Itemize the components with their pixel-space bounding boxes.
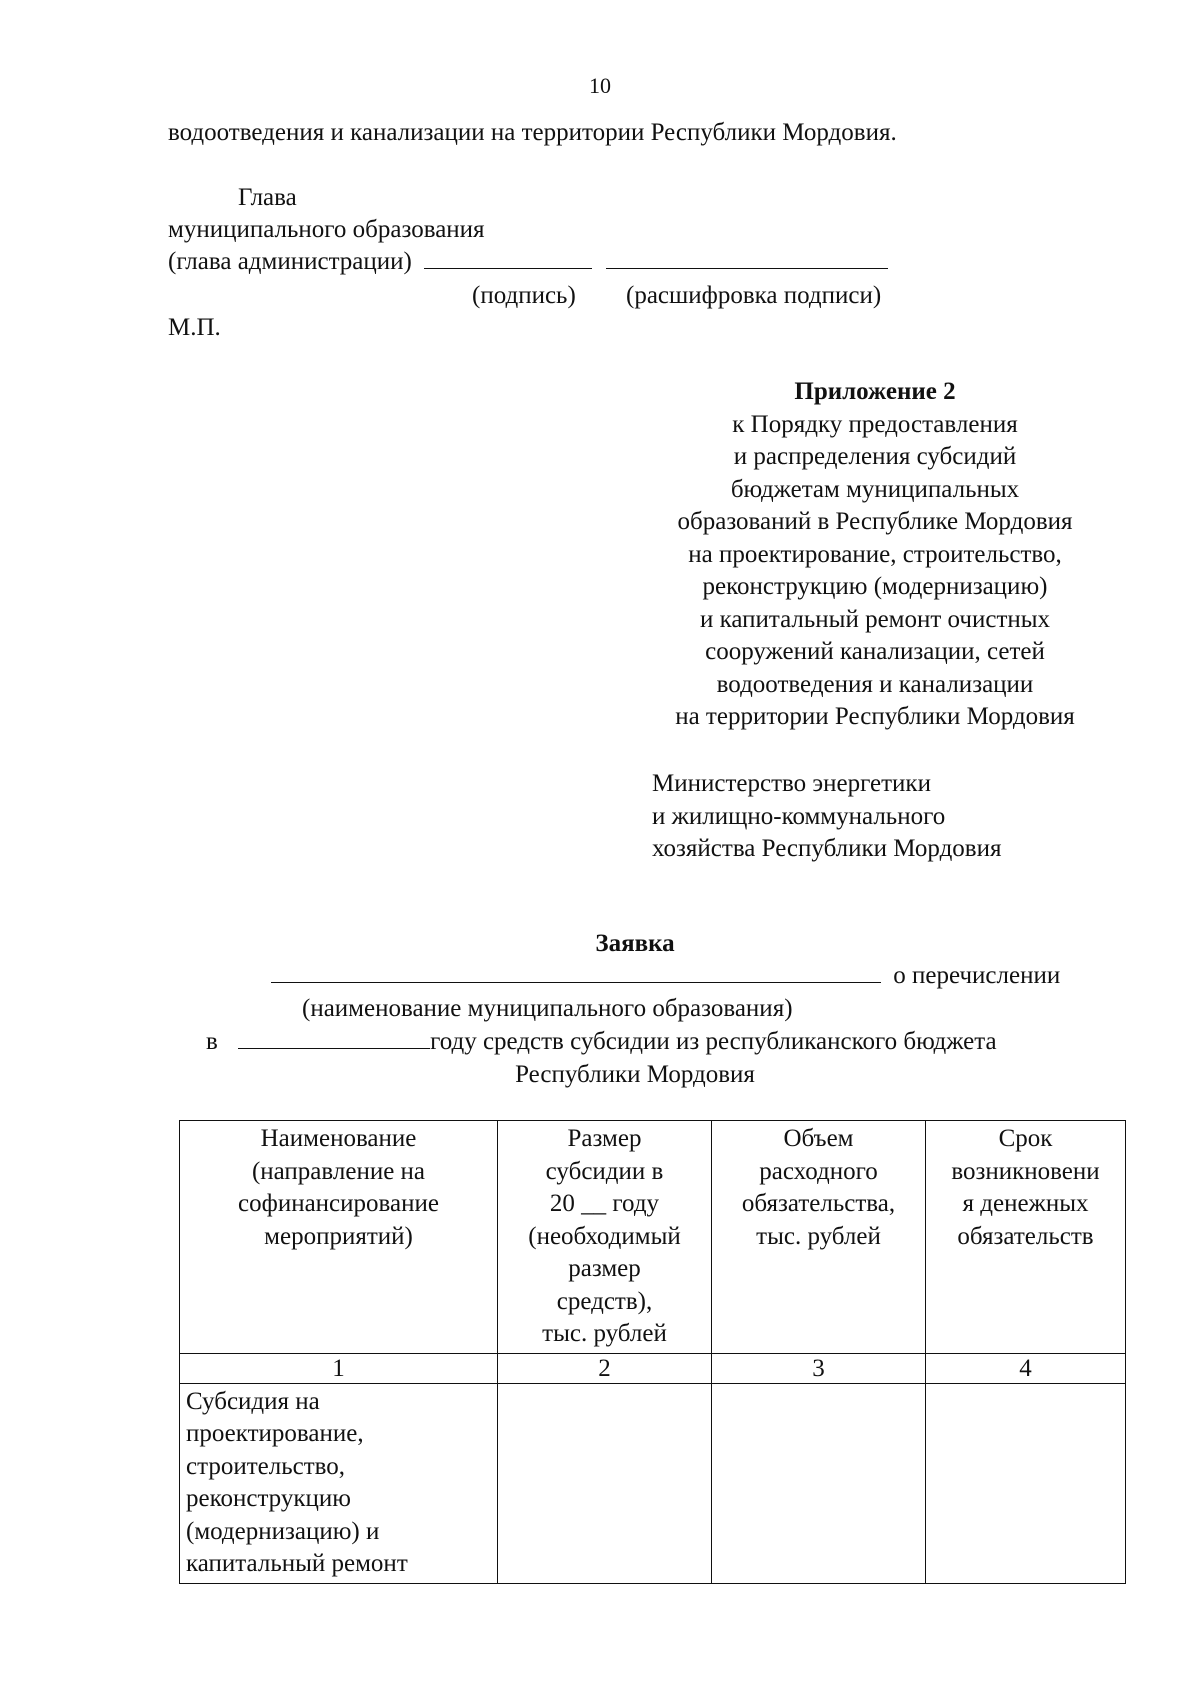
header-line: софинансирование [238, 1190, 439, 1217]
subsidy-table [179, 1120, 1126, 1584]
appendix-line: на проектирование, строительство, [688, 540, 1062, 568]
addressee-line: Министерство энергетики [652, 770, 931, 797]
table-row [180, 1383, 1126, 1583]
column-number: 3 [712, 1353, 926, 1383]
page-number: 10 [589, 73, 611, 98]
header-line: возникновени [951, 1157, 1100, 1185]
municipality-name-blank [271, 960, 881, 983]
table-header-cell [712, 1121, 926, 1354]
header-line: обязательств [957, 1222, 1094, 1250]
cell-line: проектирование, [186, 1420, 364, 1447]
appendix-line: реконструкцию (модернизацию) [702, 573, 1048, 600]
header-line: Срок [998, 1125, 1053, 1152]
cell-line: капитальный ремонт [186, 1550, 408, 1577]
header-line: обязательства, [741, 1190, 896, 1217]
intro-line: водоотведения и канализации на территории Республики Мордовия. [168, 119, 897, 146]
appendix-line: и распределения субсидий [733, 443, 1017, 470]
header-line: Размер [567, 1125, 642, 1152]
stamp-mark: М.П. [168, 314, 221, 341]
signature-org: муниципального образования [168, 216, 485, 243]
municipality-name-caption: (наименование муниципального образования) [302, 995, 793, 1022]
application-line-3 [206, 1026, 997, 1058]
header-line: средств), [556, 1287, 653, 1315]
cell-line: реконструкцию [186, 1485, 351, 1512]
table-column-number-row [180, 1353, 1126, 1383]
table-cell-subsidy-amount [498, 1383, 712, 1583]
appendix-line: образований в Республике Мордовия [677, 508, 1073, 535]
column-number: 1 [180, 1353, 498, 1383]
year-blank [238, 1026, 430, 1049]
column-number: 2 [498, 1353, 712, 1383]
cell-line: (модернизацию) и [186, 1517, 380, 1545]
header-line: размер [568, 1255, 641, 1282]
appendix-line: на территории Республики Мордовия [675, 703, 1075, 730]
signature-caption: (подпись) [472, 282, 576, 309]
signature-position [168, 246, 888, 278]
signature-position-label: (глава администрации) [168, 248, 412, 275]
appendix-line: сооружений канализации, сетей [705, 638, 1045, 665]
header-line: (направление на [251, 1157, 426, 1185]
header-line: тыс. рублей [542, 1320, 667, 1347]
header-line: расходного [759, 1157, 878, 1185]
header-line: тыс. рублей [756, 1222, 881, 1250]
table-header-row [180, 1121, 1126, 1354]
header-line: субсидии в [545, 1157, 664, 1185]
addressee-line: и жилищно-коммунального [652, 802, 946, 830]
cell-line: Субсидия на [186, 1387, 320, 1415]
appendix-title: Приложение 2 [794, 378, 956, 405]
header-line: мероприятий) [264, 1222, 413, 1250]
column-number: 4 [926, 1353, 1126, 1383]
appendix-line: водоотведения и канализации [716, 670, 1034, 698]
addressee-block [652, 768, 1002, 866]
appendix-line: и капитальный ремонт очистных [699, 605, 1051, 633]
appendix-block [640, 376, 1110, 734]
header-line: я денежных [962, 1190, 1089, 1217]
application-line-4: Республики Мордовия [515, 1061, 755, 1088]
table-cell-name [180, 1383, 498, 1583]
header-line: 20 __ году [549, 1190, 660, 1217]
signature-title: Глава [238, 184, 297, 211]
table-header-cell [498, 1121, 712, 1354]
table-cell-obligation-term [926, 1383, 1126, 1583]
header-line: Наименование [260, 1125, 417, 1152]
table-header-cell [180, 1121, 498, 1354]
addressee-line: хозяйства Республики Мордовия [652, 835, 1002, 862]
application-line-1-suffix: о перечислении [893, 962, 1061, 989]
header-line: Объем [783, 1125, 854, 1152]
header-line: (необходимый [528, 1222, 681, 1250]
signature-decode-blank [606, 246, 888, 269]
signature-blank [424, 246, 592, 269]
appendix-line: бюджетам муниципальных [730, 475, 1020, 503]
cell-line: строительство, [186, 1452, 346, 1480]
table-header-cell [926, 1121, 1126, 1354]
appendix-line: к Порядку предоставления [732, 410, 1018, 438]
application-title: Заявка [595, 930, 675, 957]
application-line-1 [271, 960, 1060, 992]
signature-decode-caption: (расшифровка подписи) [626, 282, 882, 309]
application-line-3-suffix: году средств субсидии из республиканского бюджета [430, 1028, 997, 1055]
table-cell-obligation-volume [712, 1383, 926, 1583]
application-line-3-prefix: в [206, 1028, 218, 1055]
